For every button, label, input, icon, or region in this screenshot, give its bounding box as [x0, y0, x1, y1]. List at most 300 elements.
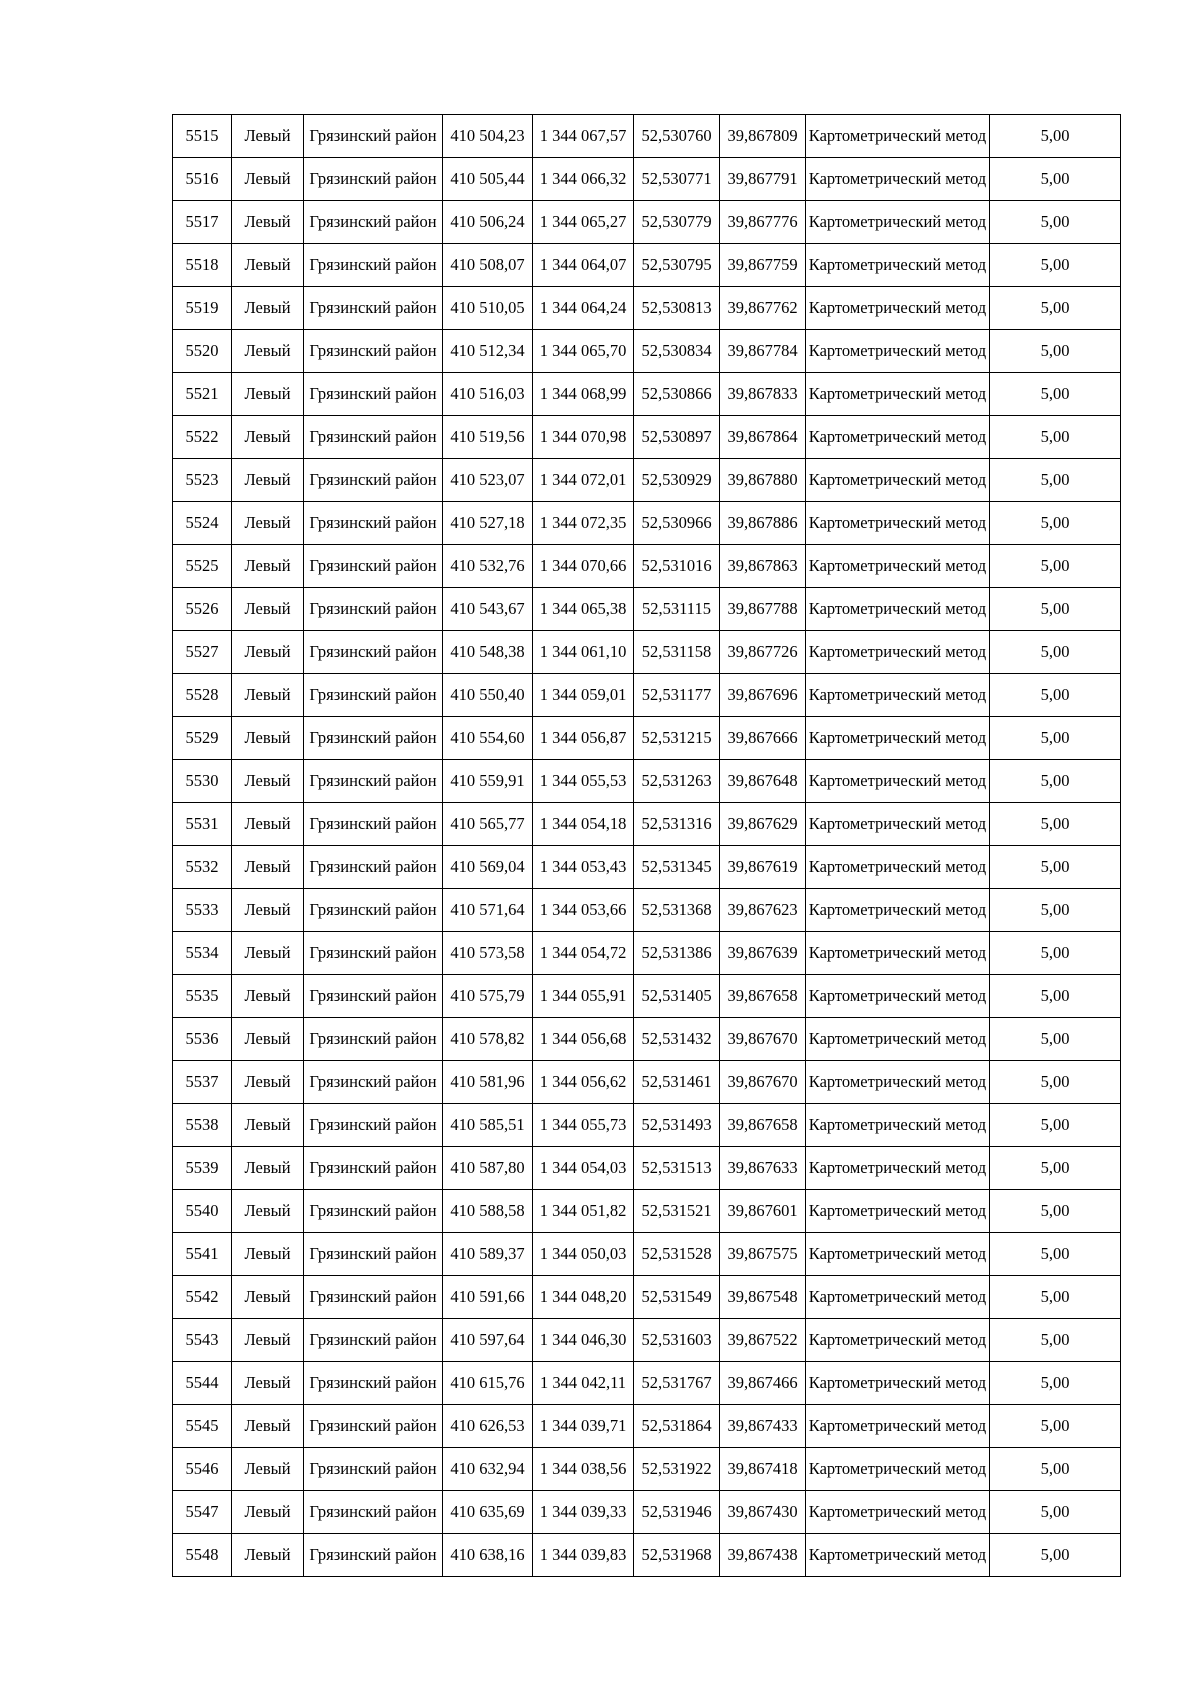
y-coordinate-cell: 1 344 053,66	[533, 889, 634, 932]
district-cell: Грязинский район	[304, 244, 443, 287]
side-cell: Левый	[232, 717, 304, 760]
y-coordinate-cell: 1 344 061,10	[533, 631, 634, 674]
longitude-cell: 39,867658	[720, 1104, 806, 1147]
longitude-cell: 39,867430	[720, 1491, 806, 1534]
y-coordinate-cell: 1 344 039,33	[533, 1491, 634, 1534]
error-cell: 5,00	[990, 975, 1121, 1018]
y-coordinate-cell: 1 344 066,32	[533, 158, 634, 201]
longitude-cell: 39,867601	[720, 1190, 806, 1233]
point-number-cell: 5545	[173, 1405, 232, 1448]
point-number-cell: 5525	[173, 545, 232, 588]
longitude-cell: 39,867466	[720, 1362, 806, 1405]
district-cell: Грязинский район	[304, 1405, 443, 1448]
error-cell: 5,00	[990, 1319, 1121, 1362]
point-number-cell: 5515	[173, 115, 232, 158]
point-number-cell: 5520	[173, 330, 232, 373]
table-row	[173, 1448, 1121, 1491]
error-cell: 5,00	[990, 674, 1121, 717]
x-coordinate-cell: 410 581,96	[443, 1061, 533, 1104]
y-coordinate-cell: 1 344 067,57	[533, 115, 634, 158]
latitude-cell: 52,531016	[634, 545, 720, 588]
error-cell: 5,00	[990, 760, 1121, 803]
table-row	[173, 244, 1121, 287]
method-cell: Картометрический метод	[806, 1104, 990, 1147]
longitude-cell: 39,867658	[720, 975, 806, 1018]
y-coordinate-cell: 1 344 055,53	[533, 760, 634, 803]
y-coordinate-cell: 1 344 054,72	[533, 932, 634, 975]
latitude-cell: 52,531386	[634, 932, 720, 975]
longitude-cell: 39,867575	[720, 1233, 806, 1276]
longitude-cell: 39,867433	[720, 1405, 806, 1448]
y-coordinate-cell: 1 344 059,01	[533, 674, 634, 717]
longitude-cell: 39,867648	[720, 760, 806, 803]
method-cell: Картометрический метод	[806, 1362, 990, 1405]
point-number-cell: 5546	[173, 1448, 232, 1491]
y-coordinate-cell: 1 344 048,20	[533, 1276, 634, 1319]
point-number-cell: 5537	[173, 1061, 232, 1104]
x-coordinate-cell: 410 510,05	[443, 287, 533, 330]
longitude-cell: 39,867886	[720, 502, 806, 545]
method-cell: Картометрический метод	[806, 1448, 990, 1491]
latitude-cell: 52,531922	[634, 1448, 720, 1491]
method-cell: Картометрический метод	[806, 674, 990, 717]
error-cell: 5,00	[990, 1104, 1121, 1147]
table-row	[173, 1362, 1121, 1405]
latitude-cell: 52,531405	[634, 975, 720, 1018]
latitude-cell: 52,531316	[634, 803, 720, 846]
district-cell: Грязинский район	[304, 1190, 443, 1233]
x-coordinate-cell: 410 573,58	[443, 932, 533, 975]
point-number-cell: 5547	[173, 1491, 232, 1534]
side-cell: Левый	[232, 674, 304, 717]
longitude-cell: 39,867880	[720, 459, 806, 502]
table-row	[173, 674, 1121, 717]
point-number-cell: 5528	[173, 674, 232, 717]
latitude-cell: 52,531461	[634, 1061, 720, 1104]
district-cell: Грязинский район	[304, 674, 443, 717]
error-cell: 5,00	[990, 1190, 1121, 1233]
table-row	[173, 803, 1121, 846]
longitude-cell: 39,867784	[720, 330, 806, 373]
error-cell: 5,00	[990, 244, 1121, 287]
longitude-cell: 39,867418	[720, 1448, 806, 1491]
x-coordinate-cell: 410 519,56	[443, 416, 533, 459]
side-cell: Левый	[232, 975, 304, 1018]
error-cell: 5,00	[990, 330, 1121, 373]
latitude-cell: 52,531528	[634, 1233, 720, 1276]
y-coordinate-cell: 1 344 056,62	[533, 1061, 634, 1104]
side-cell: Левый	[232, 1018, 304, 1061]
longitude-cell: 39,867639	[720, 932, 806, 975]
side-cell: Левый	[232, 1491, 304, 1534]
side-cell: Левый	[232, 932, 304, 975]
y-coordinate-cell: 1 344 039,83	[533, 1534, 634, 1577]
point-number-cell: 5548	[173, 1534, 232, 1577]
coordinates-table	[172, 114, 1121, 1577]
method-cell: Картометрический метод	[806, 1405, 990, 1448]
side-cell: Левый	[232, 1362, 304, 1405]
error-cell: 5,00	[990, 1405, 1121, 1448]
x-coordinate-cell: 410 571,64	[443, 889, 533, 932]
latitude-cell: 52,531177	[634, 674, 720, 717]
error-cell: 5,00	[990, 158, 1121, 201]
method-cell: Картометрический метод	[806, 1276, 990, 1319]
method-cell: Картометрический метод	[806, 502, 990, 545]
district-cell: Грязинский район	[304, 1018, 443, 1061]
point-number-cell: 5541	[173, 1233, 232, 1276]
point-number-cell: 5519	[173, 287, 232, 330]
y-coordinate-cell: 1 344 050,03	[533, 1233, 634, 1276]
latitude-cell: 52,531864	[634, 1405, 720, 1448]
x-coordinate-cell: 410 589,37	[443, 1233, 533, 1276]
district-cell: Грязинский район	[304, 932, 443, 975]
method-cell: Картометрический метод	[806, 1190, 990, 1233]
method-cell: Картометрический метод	[806, 330, 990, 373]
table-row	[173, 1276, 1121, 1319]
side-cell: Левый	[232, 201, 304, 244]
y-coordinate-cell: 1 344 072,01	[533, 459, 634, 502]
district-cell: Грязинский район	[304, 287, 443, 330]
point-number-cell: 5529	[173, 717, 232, 760]
x-coordinate-cell: 410 638,16	[443, 1534, 533, 1577]
y-coordinate-cell: 1 344 065,27	[533, 201, 634, 244]
side-cell: Левый	[232, 1448, 304, 1491]
longitude-cell: 39,867548	[720, 1276, 806, 1319]
error-cell: 5,00	[990, 416, 1121, 459]
x-coordinate-cell: 410 578,82	[443, 1018, 533, 1061]
method-cell: Картометрический метод	[806, 287, 990, 330]
point-number-cell: 5526	[173, 588, 232, 631]
x-coordinate-cell: 410 554,60	[443, 717, 533, 760]
longitude-cell: 39,867619	[720, 846, 806, 889]
method-cell: Картометрический метод	[806, 631, 990, 674]
method-cell: Картометрический метод	[806, 760, 990, 803]
x-coordinate-cell: 410 506,24	[443, 201, 533, 244]
table-row	[173, 1190, 1121, 1233]
y-coordinate-cell: 1 344 054,18	[533, 803, 634, 846]
latitude-cell: 52,531215	[634, 717, 720, 760]
longitude-cell: 39,867788	[720, 588, 806, 631]
point-number-cell: 5531	[173, 803, 232, 846]
error-cell: 5,00	[990, 1233, 1121, 1276]
longitude-cell: 39,867666	[720, 717, 806, 760]
error-cell: 5,00	[990, 1061, 1121, 1104]
error-cell: 5,00	[990, 201, 1121, 244]
table-row	[173, 1233, 1121, 1276]
side-cell: Левый	[232, 889, 304, 932]
error-cell: 5,00	[990, 631, 1121, 674]
latitude-cell: 52,530834	[634, 330, 720, 373]
x-coordinate-cell: 410 505,44	[443, 158, 533, 201]
table-row	[173, 459, 1121, 502]
table-row	[173, 1319, 1121, 1362]
district-cell: Грязинский район	[304, 416, 443, 459]
latitude-cell: 52,531549	[634, 1276, 720, 1319]
side-cell: Левый	[232, 1104, 304, 1147]
x-coordinate-cell: 410 587,80	[443, 1147, 533, 1190]
error-cell: 5,00	[990, 1276, 1121, 1319]
table-row	[173, 846, 1121, 889]
x-coordinate-cell: 410 504,23	[443, 115, 533, 158]
y-coordinate-cell: 1 344 065,38	[533, 588, 634, 631]
point-number-cell: 5524	[173, 502, 232, 545]
side-cell: Левый	[232, 115, 304, 158]
method-cell: Картометрический метод	[806, 545, 990, 588]
latitude-cell: 52,531521	[634, 1190, 720, 1233]
method-cell: Картометрический метод	[806, 115, 990, 158]
method-cell: Картометрический метод	[806, 1319, 990, 1362]
district-cell: Грязинский район	[304, 1448, 443, 1491]
y-coordinate-cell: 1 344 056,68	[533, 1018, 634, 1061]
point-number-cell: 5544	[173, 1362, 232, 1405]
y-coordinate-cell: 1 344 038,56	[533, 1448, 634, 1491]
x-coordinate-cell: 410 575,79	[443, 975, 533, 1018]
method-cell: Картометрический метод	[806, 1233, 990, 1276]
side-cell: Левый	[232, 846, 304, 889]
method-cell: Картометрический метод	[806, 1061, 990, 1104]
district-cell: Грязинский район	[304, 760, 443, 803]
latitude-cell: 52,530795	[634, 244, 720, 287]
longitude-cell: 39,867833	[720, 373, 806, 416]
district-cell: Грязинский район	[304, 889, 443, 932]
error-cell: 5,00	[990, 889, 1121, 932]
x-coordinate-cell: 410 550,40	[443, 674, 533, 717]
longitude-cell: 39,867759	[720, 244, 806, 287]
method-cell: Картометрический метод	[806, 1018, 990, 1061]
point-number-cell: 5522	[173, 416, 232, 459]
x-coordinate-cell: 410 615,76	[443, 1362, 533, 1405]
method-cell: Картометрический метод	[806, 1491, 990, 1534]
side-cell: Левый	[232, 803, 304, 846]
table-row	[173, 158, 1121, 201]
point-number-cell: 5530	[173, 760, 232, 803]
side-cell: Левый	[232, 1190, 304, 1233]
point-number-cell: 5538	[173, 1104, 232, 1147]
table-row	[173, 502, 1121, 545]
side-cell: Левый	[232, 631, 304, 674]
district-cell: Грязинский район	[304, 158, 443, 201]
point-number-cell: 5518	[173, 244, 232, 287]
district-cell: Грязинский район	[304, 115, 443, 158]
longitude-cell: 39,867670	[720, 1061, 806, 1104]
method-cell: Картометрический метод	[806, 244, 990, 287]
point-number-cell: 5540	[173, 1190, 232, 1233]
longitude-cell: 39,867864	[720, 416, 806, 459]
method-cell: Картометрический метод	[806, 1534, 990, 1577]
district-cell: Грязинский район	[304, 1491, 443, 1534]
method-cell: Картометрический метод	[806, 803, 990, 846]
method-cell: Картометрический метод	[806, 1147, 990, 1190]
side-cell: Левый	[232, 1061, 304, 1104]
table-body	[173, 115, 1121, 1577]
x-coordinate-cell: 410 626,53	[443, 1405, 533, 1448]
latitude-cell: 52,531345	[634, 846, 720, 889]
y-coordinate-cell: 1 344 070,66	[533, 545, 634, 588]
table-row	[173, 932, 1121, 975]
latitude-cell: 52,531158	[634, 631, 720, 674]
district-cell: Грязинский район	[304, 545, 443, 588]
latitude-cell: 52,531767	[634, 1362, 720, 1405]
table-row	[173, 373, 1121, 416]
district-cell: Грязинский район	[304, 373, 443, 416]
longitude-cell: 39,867791	[720, 158, 806, 201]
longitude-cell: 39,867438	[720, 1534, 806, 1577]
side-cell: Левый	[232, 244, 304, 287]
district-cell: Грязинский район	[304, 1061, 443, 1104]
longitude-cell: 39,867629	[720, 803, 806, 846]
table-row	[173, 631, 1121, 674]
x-coordinate-cell: 410 508,07	[443, 244, 533, 287]
table-row	[173, 330, 1121, 373]
longitude-cell: 39,867863	[720, 545, 806, 588]
y-coordinate-cell: 1 344 051,82	[533, 1190, 634, 1233]
point-number-cell: 5516	[173, 158, 232, 201]
method-cell: Картометрический метод	[806, 416, 990, 459]
y-coordinate-cell: 1 344 064,24	[533, 287, 634, 330]
x-coordinate-cell: 410 548,38	[443, 631, 533, 674]
district-cell: Грязинский район	[304, 459, 443, 502]
y-coordinate-cell: 1 344 056,87	[533, 717, 634, 760]
latitude-cell: 52,531432	[634, 1018, 720, 1061]
error-cell: 5,00	[990, 459, 1121, 502]
error-cell: 5,00	[990, 1147, 1121, 1190]
method-cell: Картометрический метод	[806, 373, 990, 416]
error-cell: 5,00	[990, 545, 1121, 588]
latitude-cell: 52,531493	[634, 1104, 720, 1147]
x-coordinate-cell: 410 588,58	[443, 1190, 533, 1233]
table-row	[173, 115, 1121, 158]
latitude-cell: 52,531368	[634, 889, 720, 932]
side-cell: Левый	[232, 1319, 304, 1362]
method-cell: Картометрический метод	[806, 846, 990, 889]
side-cell: Левый	[232, 373, 304, 416]
error-cell: 5,00	[990, 373, 1121, 416]
latitude-cell: 52,530897	[634, 416, 720, 459]
table-row	[173, 717, 1121, 760]
longitude-cell: 39,867670	[720, 1018, 806, 1061]
longitude-cell: 39,867726	[720, 631, 806, 674]
longitude-cell: 39,867696	[720, 674, 806, 717]
latitude-cell: 52,531115	[634, 588, 720, 631]
x-coordinate-cell: 410 635,69	[443, 1491, 533, 1534]
table-row	[173, 975, 1121, 1018]
point-number-cell: 5543	[173, 1319, 232, 1362]
side-cell: Левый	[232, 459, 304, 502]
y-coordinate-cell: 1 344 065,70	[533, 330, 634, 373]
y-coordinate-cell: 1 344 039,71	[533, 1405, 634, 1448]
x-coordinate-cell: 410 523,07	[443, 459, 533, 502]
point-number-cell: 5539	[173, 1147, 232, 1190]
district-cell: Грязинский район	[304, 330, 443, 373]
method-cell: Картометрический метод	[806, 459, 990, 502]
side-cell: Левый	[232, 588, 304, 631]
point-number-cell: 5523	[173, 459, 232, 502]
method-cell: Картометрический метод	[806, 158, 990, 201]
district-cell: Грязинский район	[304, 631, 443, 674]
point-number-cell: 5535	[173, 975, 232, 1018]
x-coordinate-cell: 410 632,94	[443, 1448, 533, 1491]
method-cell: Картометрический метод	[806, 932, 990, 975]
error-cell: 5,00	[990, 932, 1121, 975]
point-number-cell: 5542	[173, 1276, 232, 1319]
side-cell: Левый	[232, 1405, 304, 1448]
error-cell: 5,00	[990, 1491, 1121, 1534]
table-row	[173, 201, 1121, 244]
district-cell: Грязинский район	[304, 846, 443, 889]
x-coordinate-cell: 410 527,18	[443, 502, 533, 545]
latitude-cell: 52,530760	[634, 115, 720, 158]
table-row	[173, 287, 1121, 330]
side-cell: Левый	[232, 502, 304, 545]
y-coordinate-cell: 1 344 046,30	[533, 1319, 634, 1362]
y-coordinate-cell: 1 344 070,98	[533, 416, 634, 459]
table-row	[173, 416, 1121, 459]
side-cell: Левый	[232, 1276, 304, 1319]
table-row	[173, 1018, 1121, 1061]
y-coordinate-cell: 1 344 054,03	[533, 1147, 634, 1190]
longitude-cell: 39,867633	[720, 1147, 806, 1190]
table-row	[173, 1405, 1121, 1448]
table-row	[173, 1147, 1121, 1190]
y-coordinate-cell: 1 344 055,73	[533, 1104, 634, 1147]
method-cell: Картометрический метод	[806, 889, 990, 932]
side-cell: Левый	[232, 760, 304, 803]
table-row	[173, 889, 1121, 932]
district-cell: Грязинский район	[304, 502, 443, 545]
method-cell: Картометрический метод	[806, 975, 990, 1018]
district-cell: Грязинский район	[304, 1319, 443, 1362]
district-cell: Грязинский район	[304, 1104, 443, 1147]
latitude-cell: 52,530771	[634, 158, 720, 201]
error-cell: 5,00	[990, 115, 1121, 158]
y-coordinate-cell: 1 344 053,43	[533, 846, 634, 889]
x-coordinate-cell: 410 559,91	[443, 760, 533, 803]
side-cell: Левый	[232, 416, 304, 459]
table-row	[173, 1491, 1121, 1534]
point-number-cell: 5536	[173, 1018, 232, 1061]
x-coordinate-cell: 410 597,64	[443, 1319, 533, 1362]
district-cell: Грязинский район	[304, 717, 443, 760]
x-coordinate-cell: 410 543,67	[443, 588, 533, 631]
method-cell: Картометрический метод	[806, 717, 990, 760]
district-cell: Грязинский район	[304, 1534, 443, 1577]
point-number-cell: 5521	[173, 373, 232, 416]
error-cell: 5,00	[990, 287, 1121, 330]
side-cell: Левый	[232, 545, 304, 588]
table-row	[173, 1104, 1121, 1147]
side-cell: Левый	[232, 1147, 304, 1190]
table-row	[173, 760, 1121, 803]
point-number-cell: 5527	[173, 631, 232, 674]
district-cell: Грязинский район	[304, 1362, 443, 1405]
latitude-cell: 52,531968	[634, 1534, 720, 1577]
longitude-cell: 39,867762	[720, 287, 806, 330]
x-coordinate-cell: 410 516,03	[443, 373, 533, 416]
table-row	[173, 1534, 1121, 1577]
error-cell: 5,00	[990, 502, 1121, 545]
error-cell: 5,00	[990, 1448, 1121, 1491]
district-cell: Грязинский район	[304, 1147, 443, 1190]
district-cell: Грязинский район	[304, 1276, 443, 1319]
latitude-cell: 52,531603	[634, 1319, 720, 1362]
y-coordinate-cell: 1 344 064,07	[533, 244, 634, 287]
x-coordinate-cell: 410 569,04	[443, 846, 533, 889]
longitude-cell: 39,867776	[720, 201, 806, 244]
x-coordinate-cell: 410 532,76	[443, 545, 533, 588]
y-coordinate-cell: 1 344 072,35	[533, 502, 634, 545]
district-cell: Грязинский район	[304, 1233, 443, 1276]
y-coordinate-cell: 1 344 068,99	[533, 373, 634, 416]
